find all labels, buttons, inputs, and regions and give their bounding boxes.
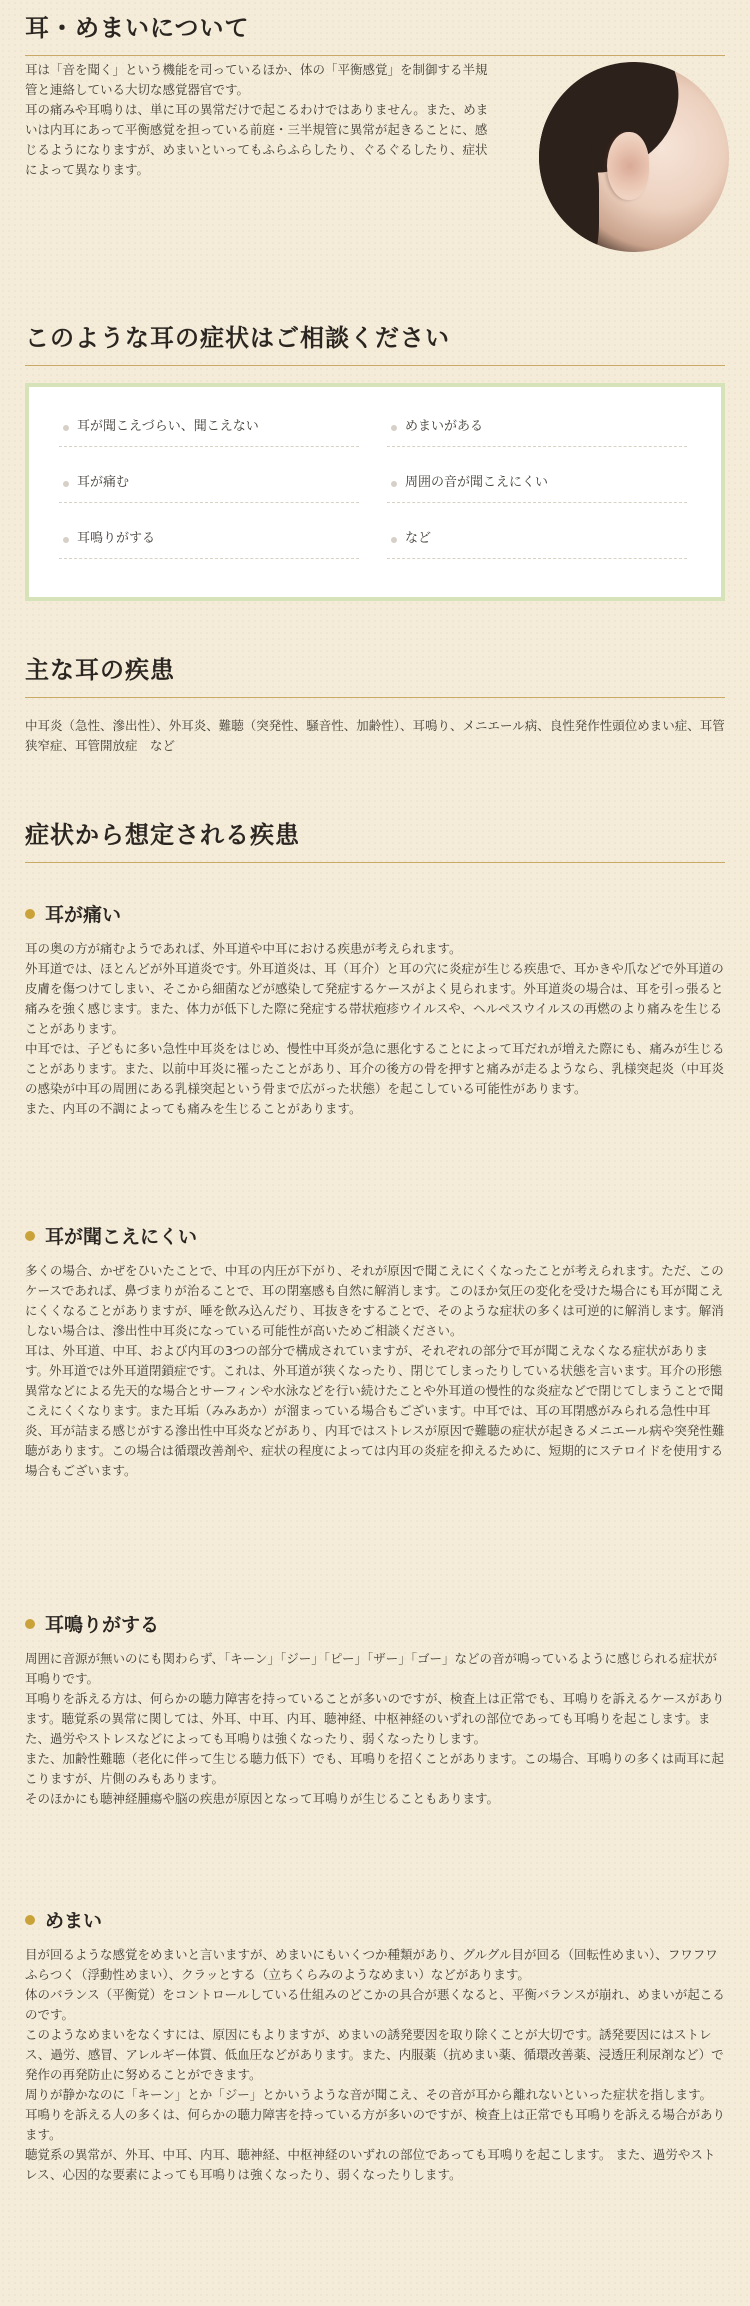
symptom-item: など [387, 519, 687, 559]
bullet-dot-icon [25, 909, 35, 919]
ear-photo [539, 62, 729, 252]
subsection-heading: 耳が聞こえにくい [45, 1226, 198, 1248]
intro-body: 耳は「音を聞く」という機能を司っているほか、体の「平衡感覚」を制御する半規管と連絡している大切な感覚器官です。 耳の痛みや耳鳴りは、単に耳の異常だけで起こるわけではありません。また、めまいは内耳にあって平衡感覚を担っている前庭・三半規管に異常が起きることに、感じるようになりますが、めまいといってもふらふらしたり、ぐるぐるしたり、症状によって異なります。 [25, 62, 489, 177]
estimated-section [25, 815, 725, 863]
bullet-dot-icon [25, 1619, 35, 1629]
intro-text [25, 60, 495, 180]
intro-section [25, 8, 725, 177]
bullet-dot-icon [25, 1231, 35, 1241]
subsection-body: 周囲に音源が無いのにも関わらず、「キーン」「ジー」「ピー」「ザー」「ゴー」などの音が鳴っているように感じられる症状が耳鳴りです。 耳鳴りを訴える方は、何らかの聴力障害を持っていることが多いのですが、検査上は正常でも、耳鳴りを訴えるケースがあります。聴覚系の異常に関しては、外耳、中耳、内耳、聴神経、中枢神経のいずれの部位であっても耳鳴りを起こします。また、過労やストレスなどによっても耳鳴りは強くなったり、弱くなったりします。 また、加齢性難聴（老化に伴って生じる聴力低下）でも、耳鳴りを招くことがあります。この場合、耳鳴りの多くは両耳に起こりますが、片側のみもあります。 そのほかにも聴神経腫瘍や脳の疾患が原因となって耳鳴りが生じることもあります。 [25, 1651, 725, 1806]
bullet-dot-icon [25, 1915, 35, 1925]
subsection-dizziness [25, 1906, 725, 2185]
intro-title: 耳・めまいについて [25, 8, 725, 56]
subsection-heading: めまい [45, 1910, 103, 1932]
subsection-body: 耳の奥の方が痛むようであれば、外耳道や中耳における疾患が考えられます。 外耳道では、ほとんどが外耳道炎です。外耳道炎は、耳（耳介）と耳の穴に炎症が生じる疾患で、耳かきや爪などで外耳道の皮膚を傷つけてしまい、そこから細菌などが感染して発症するケースがよく見られます。外耳道炎の場合は、耳を引っ張ると痛みを強く感じます。また、体力が低下した際に発症する帯状疱疹ウイルスや、ヘルペスウイルスの再燃のより痛みを生じることがあります。 中耳では、子どもに多い急性中耳炎をはじめ、慢性中耳炎が急に悪化することによって耳だれが増えた際にも、痛みが生じることがあります。また、以前中耳炎に罹ったことがあり、耳介の後方の骨を押すと痛みが走るようなら、乳様突起炎（中耳炎の感染が中耳の周囲にある乳様突起という骨まで広がった状態）を起こしている可能性があります。 また、内耳の不調によっても痛みを生じることがあります。 [25, 941, 725, 1116]
subsection-heading: 耳鳴りがする [45, 1614, 160, 1636]
subsection-heading: 耳が痛い [45, 904, 122, 926]
subsection-body: 多くの場合、かぜをひいたことで、中耳の内圧が下がり、それが原因で聞こえにくくなったことが考えられます。ただ、このケースであれば、鼻づまりが治ることで、耳の閉塞感も自然に解消します。このほか気圧の変化を受けた場合にも耳が聞こえにくくなることがありますが、唾を飲み込んだり、耳抜きをすることで、そのような症状の多くは可逆的に解消します。解消しない場合は、滲出性中耳炎になっている可能性が高いためご相談ください。 耳は、外耳道、中耳、および内耳の3つの部分で構成されていますが、それぞれの部分で耳が聞こえなくなる症状があります。外耳道では外耳道閉鎖症です。これは、外耳道が狭くなったり、閉じてしまったりしている状態を言います。耳介の形態異常などによる先天的な場合とサーフィンや水泳などを行い続けたことや外耳道の慢性的な炎症などで閉じてしまうことで聞こえにくくなります。また耳垢（みみあか）が溜まっている場合もございます。中耳では、耳の耳閉感がみられる急性中耳炎、耳が詰まる感じがする滲出性中耳炎などがあり、内耳ではストレスが原因で難聴の症状が起きるメニエール病や突発性難聴があります。この場合は循環改善剤や、症状の程度によっては内耳の炎症を抑えるために、短期的にステロイドを使用する場合もございます。 [25, 1263, 725, 1478]
diseases-title: 主な耳の疾患 [25, 650, 725, 698]
subsection-body: 目が回るような感覚をめまいと言いますが、めまいにもいくつか種類があり、グルグル目が回る（回転性めまい）、フワフワふらつく（浮動性めまい）、クラッとする（立ちくらみのようなめまい）などがあります。 体のバランス（平衡覚）をコントロールしている仕組みのどこかの具合が悪くなると、平衡バランスが崩れ、めまいが起こるのです。 このようなめまいをなくすには、原因にもよりますが、めまいの誘発要因を取り除くことが大切です。誘発要因にはストレス、過労、感冒、アレルギー体質、低血圧などがあります。また、内服薬（抗めまい薬、循環改善薬、浸透圧利尿剤など）で発作の再発防止に努めることができます。 周りが静かなのに「キーン」とか「ジー」とかいうような音が聞こえ、その音が耳から離れないといった症状を指します。 耳鳴りを訴える人の多くは、何らかの聴力障害を持っている方が多いのですが、検査上は正常でも耳鳴りを訴える場合があります。 聴覚系の異常が、外耳、中耳、内耳、聴神経、中枢神経のいずれの部位であっても耳鳴りを起こします。 また、過労やストレス、心因的な要素によっても耳鳴りは強くなったり、弱くなったりします。 [25, 1947, 726, 2182]
diseases-body: 中耳炎（急性、滲出性）、外耳炎、難聴（突発性、騒音性、加齢性）、耳鳴り、メニエール病、良性発作性頭位めまい症、耳管狭窄症、耳管開放症 など [25, 718, 725, 753]
symptom-item: 耳鳴りがする [59, 519, 359, 559]
subsection-ear-pain [25, 900, 725, 1119]
symptom-item: 周囲の音が聞こえにくい [387, 463, 687, 503]
symptoms-box [25, 383, 725, 601]
symptom-item: 耳が聞こえづらい、聞こえない [59, 407, 359, 447]
symptoms-title: このような耳の症状はご相談ください [25, 318, 725, 366]
symptoms-section [25, 318, 725, 366]
symptom-item: 耳が痛む [59, 463, 359, 503]
subsection-tinnitus [25, 1610, 725, 1809]
symptom-item: めまいがある [387, 407, 687, 447]
diseases-section [25, 650, 725, 756]
subsection-hearing-loss [25, 1222, 725, 1481]
estimated-title: 症状から想定される疾患 [25, 815, 725, 863]
